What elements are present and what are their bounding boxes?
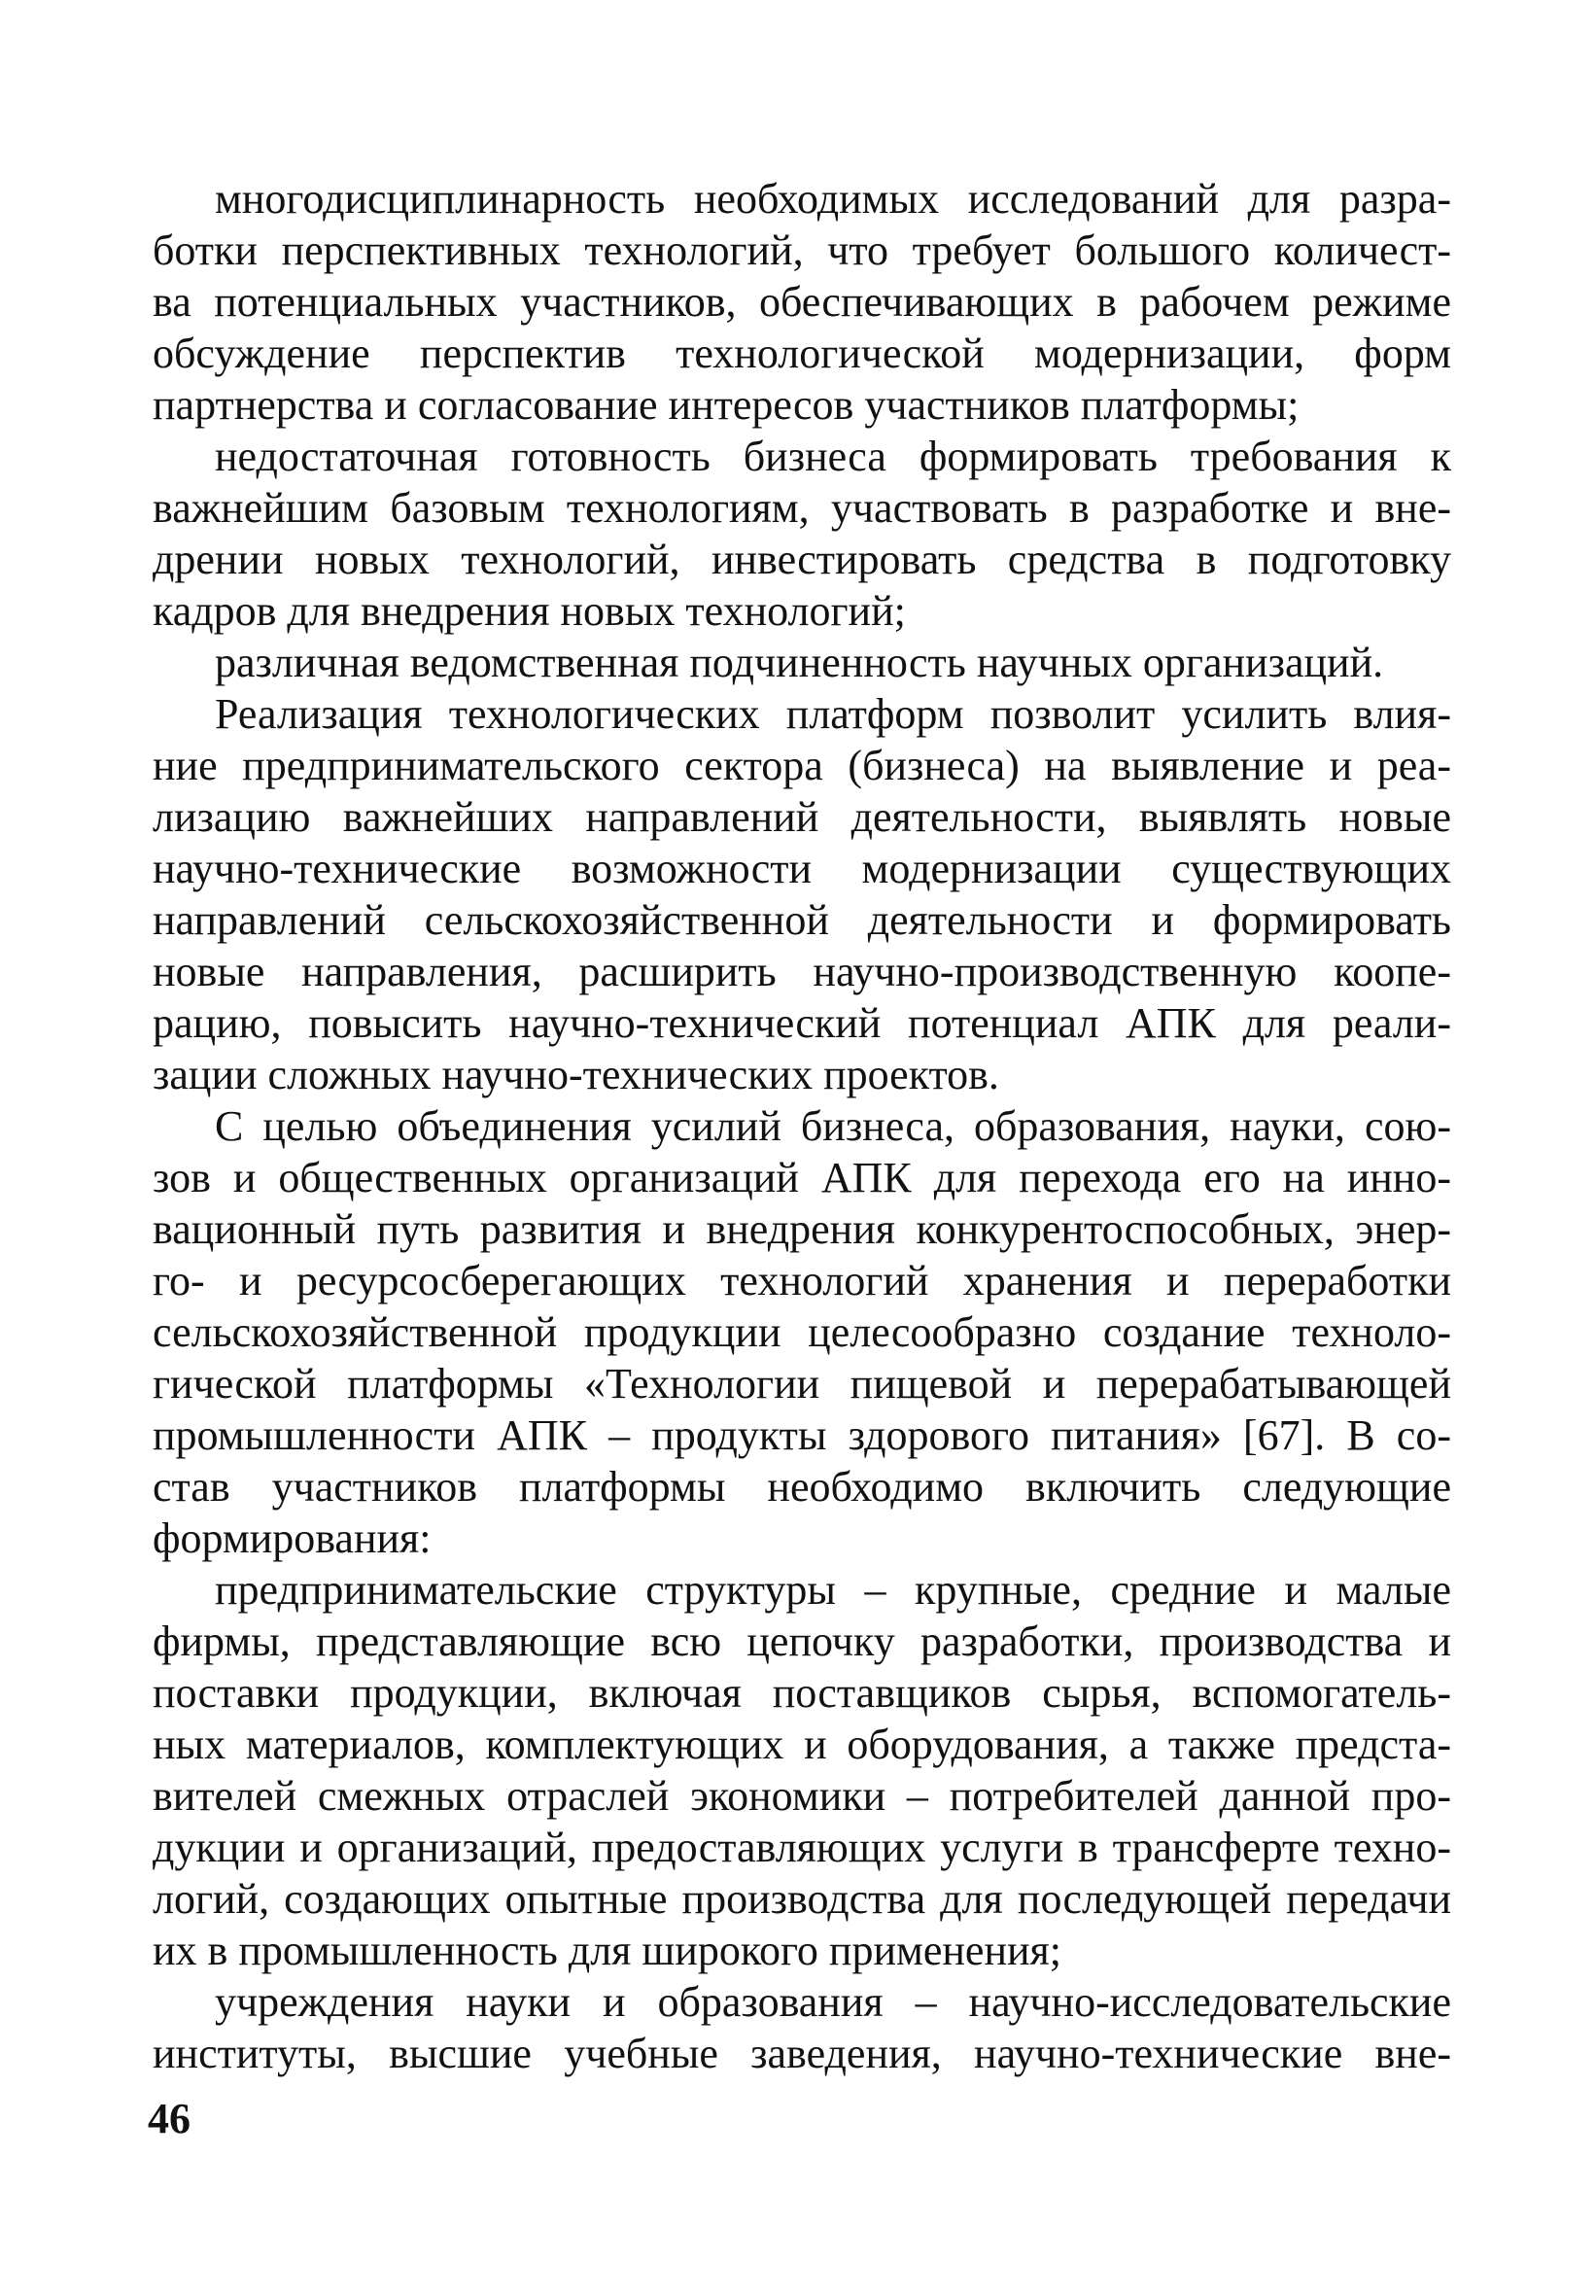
- text-line: многодисциплинарность необходимых исследований для разра-: [215, 175, 1451, 223]
- text-line: гической платформы «Технологии пищевой и перерабатывающей: [153, 1360, 1451, 1408]
- text-line: предпринимательские структуры – крупные, средние и малые: [215, 1566, 1451, 1614]
- text-line: формирования:: [153, 1514, 432, 1562]
- text-line: промышленности АПК – продукты здорового питания» [67]. В со-: [153, 1411, 1451, 1459]
- text-line: вителей смежных отраслей экономики – потребителей данной про-: [153, 1772, 1451, 1820]
- body-text: [153, 173, 1451, 2079]
- text-line: логий, создающих опытные производства для последующей передачи: [153, 1875, 1451, 1923]
- text-line: институты, высшие учебные заведения, научно-технические вне-: [153, 2030, 1451, 2077]
- text-line: важнейшим базовым технологиям, участвовать в разработке и вне-: [153, 484, 1451, 532]
- text-line: различная ведомственная подчиненность научных организаций.: [215, 639, 1384, 686]
- text-line: кадров для внедрения новых технологий;: [153, 587, 906, 635]
- text-line: ние предпринимательского сектора (бизнеса) на выявление и реа-: [153, 742, 1451, 789]
- text-line: ботки перспективных технологий, что требует большого количест-: [153, 226, 1451, 274]
- text-line: недостаточная готовность бизнеса формировать требования к: [215, 433, 1451, 480]
- text-line: партнерства и согласование интересов участников платформы;: [153, 381, 1300, 429]
- text-line: став участников платформы необходимо включить следующие: [153, 1463, 1451, 1511]
- text-line: зов и общественных организаций АПК для перехода его на инно-: [153, 1154, 1451, 1201]
- page-number: 46: [148, 2095, 191, 2142]
- text-line: научно-технические возможности модернизации существующих: [153, 845, 1451, 892]
- text-line: зации сложных научно-технических проектов.: [153, 1051, 999, 1098]
- text-line: рацию, повысить научно-технический потенциал АПК для реали-: [153, 999, 1451, 1047]
- text-line: вационный путь развития и внедрения конкурентоспособных, энер-: [153, 1205, 1451, 1253]
- text-line: фирмы, представляющие всю цепочку разработки, производства и: [153, 1618, 1451, 1665]
- text-line: Реализация технологических платформ позволит усилить влия-: [215, 690, 1451, 738]
- text-line: ва потенциальных участников, обеспечивающих в рабочем режиме: [153, 278, 1451, 326]
- text-line: обсуждение перспектив технологической модернизации, форм: [153, 330, 1451, 377]
- text-line: сельскохозяйственной продукции целесообразно создание техноло-: [153, 1308, 1451, 1356]
- text-line: их в промышленность для широкого применения;: [153, 1927, 1062, 1974]
- text-line: направлений сельскохозяйственной деятельности и формировать: [153, 896, 1451, 944]
- text-line: новые направления, расширить научно-производственную коопе-: [153, 948, 1451, 995]
- text-line: дрении новых технологий, инвестировать средства в подготовку: [153, 536, 1451, 583]
- text-line: лизацию важнейших направлений деятельности, выявлять новые: [153, 793, 1451, 841]
- text-line: ных материалов, комплектующих и оборудования, а также предста-: [153, 1721, 1451, 1768]
- text-line: го- и ресурсосберегающих технологий хранения и переработки: [153, 1257, 1451, 1305]
- text-line: С целью объединения усилий бизнеса, образования, науки, сою-: [215, 1102, 1451, 1150]
- text-line: дукции и организаций, предоставляющих услуги в трансферте техно-: [153, 1824, 1451, 1871]
- text-line: учреждения науки и образования – научно-исследовательские: [215, 1978, 1451, 2026]
- text-line: поставки продукции, включая поставщиков сырья, вспомогатель-: [153, 1669, 1451, 1717]
